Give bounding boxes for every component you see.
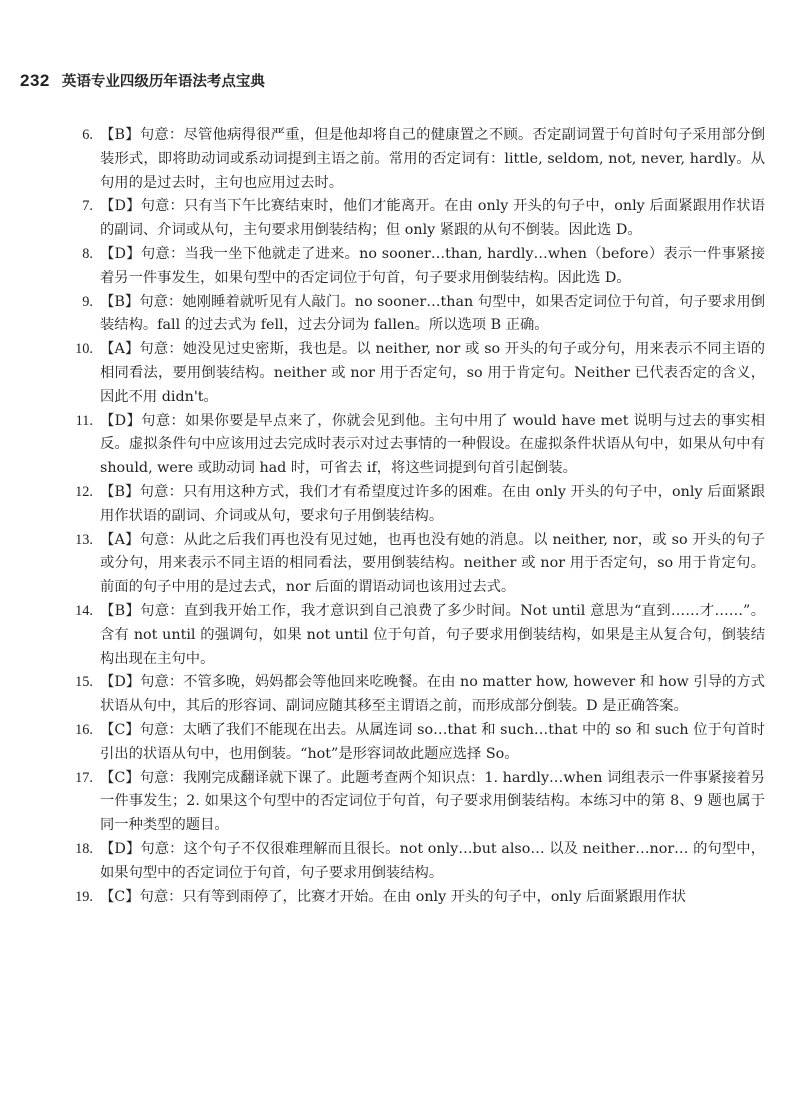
entry-number: 13. bbox=[75, 531, 93, 548]
entry-number: 8. bbox=[82, 245, 93, 262]
answer-entry-11 bbox=[60, 410, 765, 481]
answer-key: 【D】 bbox=[100, 412, 142, 429]
answer-key: 【C】 bbox=[100, 721, 140, 738]
entry-text: 句意：直到我开始工作，我才意识到自己浪费了多少时间。Not until 意思为“直到……才……”。含有 not until 的强调句，如果 not until 位于句首，句子要求用倒装结构，如果是主从复合句，倒装结构出现在主句中。 bbox=[100, 602, 765, 667]
page-number: 232 bbox=[20, 71, 50, 90]
entry-text: 句意：她刚睡着就听见有人敲门。no sooner…than 句型中，如果否定词位于句首，句子要求用倒装结构。fall 的过去式为 fell，过去分词为 fallen。所以选项 B 正确。 bbox=[100, 293, 766, 334]
answer-key: 【B】 bbox=[100, 602, 141, 619]
entry-text: 句意：只有当下午比赛结束时，他们才能离开。在由 only 开头的句子中，only 后面紧跟用作状语的副词、介词或从句，主句要求用倒装结构；但 only 紧跟的从句不倒装。因此选 D。 bbox=[100, 198, 766, 239]
entry-text: 句意：当我一坐下他就走了进来。no sooner…than, hardly…when（before）表示一件事紧接着另一件事发生，如果句型中的否定词位于句首，句子要求用倒装结构。因此选 D。 bbox=[100, 245, 765, 286]
answer-key: 【A】 bbox=[100, 531, 140, 548]
answer-entry-12 bbox=[60, 481, 765, 529]
entry-number: 18. bbox=[75, 840, 93, 857]
answer-key: 【B】 bbox=[100, 293, 140, 310]
entry-number: 16. bbox=[75, 721, 93, 738]
entry-text: 句意：只有等到雨停了，比赛才开始。在由 only 开头的句子中，only 后面紧跟用作状 bbox=[139, 888, 686, 905]
entry-number: 19. bbox=[75, 888, 93, 905]
answer-entry-18 bbox=[60, 838, 765, 886]
entry-number: 10. bbox=[75, 341, 93, 358]
entry-text: 句意：如果你要是早点来了，你就会见到他。主句中用了 would have met 说明与过去的事实相反。虚拟条件句中应该用过去完成时表示对过去事情的一种假设。在虚拟条件状语从句中，如果从句中有 should, were 或助动词 had 时，可省去 if，将这些词提到句首引起倒装。 bbox=[100, 412, 765, 477]
answer-entry-17 bbox=[60, 767, 765, 838]
answer-entry-19 bbox=[60, 886, 765, 910]
entry-number: 17. bbox=[75, 769, 93, 786]
entry-number: 14. bbox=[75, 602, 93, 619]
entry-text: 句意：从此之后我们再也没有见过她，也再也没有她的消息。以 neither, nor，或 so 开头的句子或分句，用来表示不同主语的相同看法，要用倒装结构。neither 或 nor 用于否定句，so 用于肯定句。前面的句子中用的是过去式，nor 后面的谓语动词也该用过去式。 bbox=[100, 531, 766, 596]
book-title: 英语专业四级历年语法考点宝典 bbox=[61, 74, 265, 90]
answer-entry-8 bbox=[60, 243, 765, 291]
answer-key: 【D】 bbox=[100, 840, 141, 857]
answer-entry-9 bbox=[60, 291, 765, 339]
entry-number: 12. bbox=[75, 483, 93, 500]
entry-number: 15. bbox=[75, 674, 93, 691]
answer-key: 【D】 bbox=[100, 198, 141, 215]
answer-explanations bbox=[60, 124, 765, 909]
answer-key: 【D】 bbox=[100, 245, 141, 262]
answer-entry-13 bbox=[60, 529, 765, 600]
entry-number: 9. bbox=[82, 293, 93, 310]
entry-number: 7. bbox=[82, 198, 93, 215]
entry-number: 6. bbox=[82, 127, 93, 143]
entry-text: 句意：太晒了我们不能现在出去。从属连词 so…that 和 such…that 中的 so 和 such 位于句首时引出的状语从句中，也用倒装。“hot”是形容词故此题应选择 So。 bbox=[100, 721, 765, 762]
entry-text: 句意：我刚完成翻译就下课了。此题考查两个知识点：1. hardly…when 词组表示一件事紧接着另一件事发生；2. 如果这个句型中的否定词位于句首，句子要求用倒装结构。本练习中的第 8、9 题也属于同一种类型的题目。 bbox=[100, 769, 765, 834]
entry-text: 句意：只有用这种方式，我们才有希望度过许多的困难。在由 only 开头的句子中，only 后面紧跟用作状语的副词、介词或从句，要求句子用倒装结构。 bbox=[100, 483, 765, 524]
answer-entry-15 bbox=[60, 671, 765, 719]
entry-text: 句意：这个句子不仅很难理解而且很长。not only…but also… 以及 neither…nor… 的句型中，如果句型中的否定词位于句首，句子要求用倒装结构。 bbox=[100, 840, 766, 881]
answer-entry-6 bbox=[60, 124, 765, 195]
page-header bbox=[20, 70, 265, 91]
answer-key: 【B】 bbox=[100, 127, 140, 143]
entry-text: 句意：她没见过史密斯，我也是。以 neither, nor 或 so 开头的句子或分句，用来表示不同主语的相同看法，要用倒装结构。neither 或 nor 用于否定句，so 用于肯定句。Neither 已代表否定的含义，因此不用 didn't。 bbox=[100, 341, 766, 405]
entry-number: 11. bbox=[75, 412, 93, 429]
answer-entry-7 bbox=[60, 195, 765, 243]
answer-key: 【C】 bbox=[100, 888, 140, 905]
answer-key: 【C】 bbox=[100, 769, 140, 786]
answer-key: 【A】 bbox=[100, 341, 140, 358]
entry-text: 句意：尽管他病得很严重，但是他却将自己的健康置之不顾。否定副词置于句首时句子采用部分倒装形式，即将助动词或系动词提到主语之前。常用的否定词有：little, seldom, not, never, hardly。从句用的是过去时，主句也应用过去时。 bbox=[100, 127, 765, 191]
answer-key: 【D】 bbox=[100, 674, 141, 691]
answer-key: 【B】 bbox=[100, 483, 140, 500]
answer-entry-10 bbox=[60, 338, 765, 409]
answer-entry-14 bbox=[60, 600, 765, 671]
answer-entry-16 bbox=[60, 719, 765, 767]
entry-text: 句意：不管多晚，妈妈都会等他回来吃晚餐。在由 no matter how, however 和 how 引导的方式状语从句中，其后的形容词、副词应随其移至主谓语之前，而形成部分倒装。D 是正确答案。 bbox=[100, 674, 765, 715]
